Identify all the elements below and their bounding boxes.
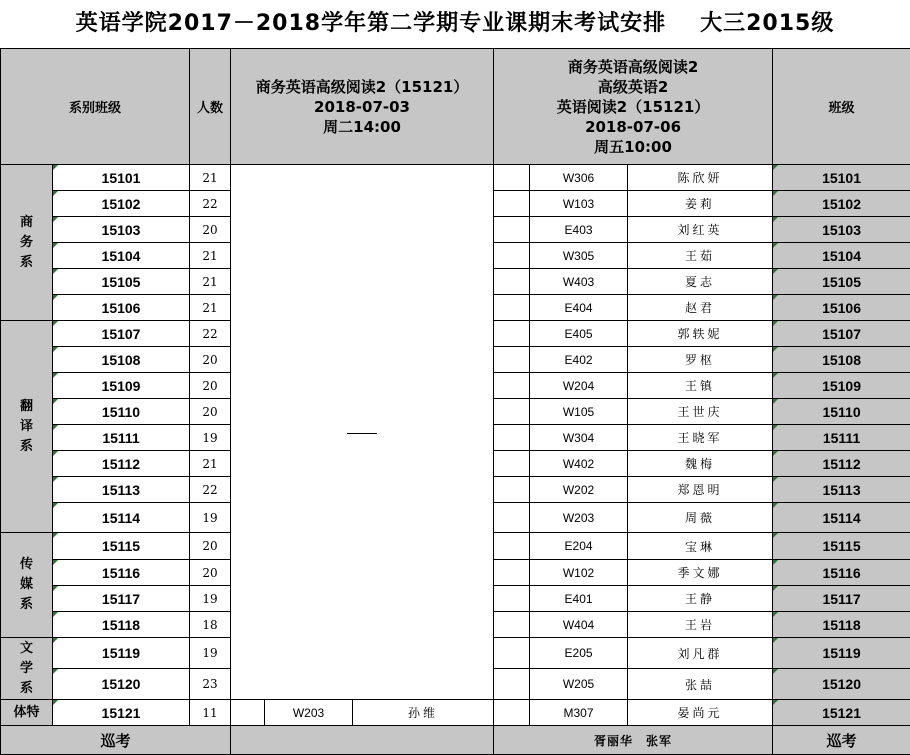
schedule-table xyxy=(0,48,910,755)
class-code: 15116 xyxy=(53,560,190,586)
exam2-room: W203 xyxy=(530,503,628,533)
class-code: 15119 xyxy=(53,638,190,669)
exam2-room: E403 xyxy=(530,217,628,243)
class-code-right: 15114 xyxy=(773,503,910,533)
exam2-proctor: 罗枢 xyxy=(628,347,773,373)
exam2-proctor: 王静 xyxy=(628,586,773,612)
class-code-right: 15117 xyxy=(773,586,910,612)
exam2-blank xyxy=(494,295,530,321)
exam2-room: E205 xyxy=(530,638,628,669)
exam2-proctor: 周薇 xyxy=(628,503,773,533)
exam2-blank xyxy=(494,533,530,560)
exam2-proctor: 王岩 xyxy=(628,612,773,638)
exam1-blank xyxy=(231,700,265,726)
header-count: 人数 xyxy=(190,49,231,165)
exam2-proctor: 张喆 xyxy=(628,669,773,700)
class-code-right: 15119 xyxy=(773,638,910,669)
exam2-proctor: 魏梅 xyxy=(628,451,773,477)
student-count: 20 xyxy=(190,560,231,586)
student-count: 23 xyxy=(190,669,231,700)
exam2-proctor: 赵君 xyxy=(628,295,773,321)
exam2-blank xyxy=(494,191,530,217)
dept-cell xyxy=(1,165,53,321)
dept-label: 商 务 系 xyxy=(1,213,52,273)
exam2-proctor: 姜莉 xyxy=(628,191,773,217)
class-code-right: 15121 xyxy=(773,700,910,726)
class-code-right: 15108 xyxy=(773,347,910,373)
class-code: 15117 xyxy=(53,586,190,612)
schedule-body xyxy=(1,165,910,726)
exam2-proctor: 晏尚元 xyxy=(628,700,773,726)
class-code-right: 15115 xyxy=(773,533,910,560)
class-code: 15105 xyxy=(53,269,190,295)
class-code-right: 15109 xyxy=(773,373,910,399)
exam2-room: E402 xyxy=(530,347,628,373)
student-count: 19 xyxy=(190,503,231,533)
exam2-room: E405 xyxy=(530,321,628,347)
class-code: 15111 xyxy=(53,425,190,451)
exam2-blank xyxy=(494,700,530,726)
class-code: 15112 xyxy=(53,451,190,477)
class-code: 15118 xyxy=(53,612,190,638)
student-count: 20 xyxy=(190,399,231,425)
student-count: 22 xyxy=(190,191,231,217)
exam2-proctor: 刘红英 xyxy=(628,217,773,243)
class-code: 15110 xyxy=(53,399,190,425)
class-code: 15106 xyxy=(53,295,190,321)
class-code: 15109 xyxy=(53,373,190,399)
class-code-right: 15107 xyxy=(773,321,910,347)
exam2-room: W103 xyxy=(530,191,628,217)
class-code: 15115 xyxy=(53,533,190,560)
exam2-room: W105 xyxy=(530,399,628,425)
class-code: 15108 xyxy=(53,347,190,373)
exam2-course-2: 高级英语2 xyxy=(494,77,772,97)
exam2-time: 周五10:00 xyxy=(494,137,772,157)
student-count: 22 xyxy=(190,321,231,347)
exam2-room: E401 xyxy=(530,586,628,612)
class-code-right: 15113 xyxy=(773,477,910,503)
student-count: 20 xyxy=(190,347,231,373)
header-class: 班级 xyxy=(773,49,910,165)
class-code-right: 15102 xyxy=(773,191,910,217)
class-code: 15113 xyxy=(53,477,190,503)
exam2-blank xyxy=(494,425,530,451)
exam2-blank xyxy=(494,612,530,638)
exam2-room: W402 xyxy=(530,451,628,477)
student-count: 19 xyxy=(190,586,231,612)
class-code-right: 15103 xyxy=(773,217,910,243)
dept-label: 传 媒 系 xyxy=(1,555,52,615)
exam2-blank xyxy=(494,586,530,612)
student-count: 21 xyxy=(190,269,231,295)
exam2-proctor: 夏志 xyxy=(628,269,773,295)
student-count: 19 xyxy=(190,638,231,669)
dept-label: 体特 xyxy=(1,703,52,723)
page-title xyxy=(0,0,910,48)
exam2-blank xyxy=(494,451,530,477)
exam2-room: W403 xyxy=(530,269,628,295)
exam2-room: W202 xyxy=(530,477,628,503)
class-code: 15121 xyxy=(53,700,190,726)
class-code-right: 15105 xyxy=(773,269,910,295)
exam2-room: W305 xyxy=(530,243,628,269)
class-code-right: 15104 xyxy=(773,243,910,269)
exam1-empty-block xyxy=(231,165,494,700)
exam2-proctor: 郑恩明 xyxy=(628,477,773,503)
class-code: 15107 xyxy=(53,321,190,347)
title-grade: 大三2015级 xyxy=(700,11,834,36)
class-code-right: 15116 xyxy=(773,560,910,586)
class-code-right: 15120 xyxy=(773,669,910,700)
class-code: 15120 xyxy=(53,669,190,700)
class-code-right: 15101 xyxy=(773,165,910,191)
dept-cell xyxy=(1,321,53,533)
student-count: 20 xyxy=(190,533,231,560)
exam2-proctor: 刘凡群 xyxy=(628,638,773,669)
table-row xyxy=(1,700,910,726)
class-code-right: 15112 xyxy=(773,451,910,477)
exam2-blank xyxy=(494,217,530,243)
exam1-proctor: 孙维 xyxy=(353,700,494,726)
exam2-room: M307 xyxy=(530,700,628,726)
exam2-proctor: 宝琳 xyxy=(628,533,773,560)
dept-cell xyxy=(1,638,53,700)
footer-patrol-label: 巡考 xyxy=(1,726,231,755)
table-row xyxy=(1,165,910,191)
exam1-date: 2018-07-03 xyxy=(231,97,493,117)
exam2-date: 2018-07-06 xyxy=(494,117,772,137)
student-count: 20 xyxy=(190,217,231,243)
title-main: 英语学院2017－2018学年第二学期专业课期末考试安排 xyxy=(76,11,666,36)
class-code-right: 15118 xyxy=(773,612,910,638)
footer-patrol-right: 巡考 xyxy=(773,726,910,755)
class-code: 15104 xyxy=(53,243,190,269)
class-code-right: 15106 xyxy=(773,295,910,321)
exam2-blank xyxy=(494,165,530,191)
exam2-proctor: 王茹 xyxy=(628,243,773,269)
student-count: 19 xyxy=(190,425,231,451)
dept-label: 文 学 系 xyxy=(1,639,52,699)
class-code: 15101 xyxy=(53,165,190,191)
class-code-right: 15110 xyxy=(773,399,910,425)
exam2-room: W304 xyxy=(530,425,628,451)
exam2-proctor: 王镇 xyxy=(628,373,773,399)
exam1-room: W203 xyxy=(265,700,353,726)
exam2-blank xyxy=(494,560,530,586)
dept-cell xyxy=(1,700,53,726)
student-count: 21 xyxy=(190,165,231,191)
class-code-right: 15111 xyxy=(773,425,910,451)
student-count: 22 xyxy=(190,477,231,503)
header-dept-class: 系别班级 xyxy=(1,49,190,165)
exam2-blank xyxy=(494,477,530,503)
exam2-proctor: 王世庆 xyxy=(628,399,773,425)
student-count: 21 xyxy=(190,295,231,321)
header-exam-2 xyxy=(494,49,773,165)
dept-label: 翻 译 系 xyxy=(1,397,52,457)
exam1-dash xyxy=(347,433,377,434)
exam2-blank xyxy=(494,347,530,373)
exam2-blank xyxy=(494,321,530,347)
student-count: 18 xyxy=(190,612,231,638)
exam2-room: W204 xyxy=(530,373,628,399)
exam2-room: E404 xyxy=(530,295,628,321)
class-code: 15114 xyxy=(53,503,190,533)
student-count: 20 xyxy=(190,373,231,399)
exam2-blank xyxy=(494,503,530,533)
exam2-proctor: 王晓军 xyxy=(628,425,773,451)
student-count: 21 xyxy=(190,451,231,477)
header-exam-1 xyxy=(231,49,494,165)
student-count: 21 xyxy=(190,243,231,269)
class-code: 15102 xyxy=(53,191,190,217)
class-code: 15103 xyxy=(53,217,190,243)
exam2-blank xyxy=(494,399,530,425)
exam2-proctor: 季文娜 xyxy=(628,560,773,586)
exam2-room: E204 xyxy=(530,533,628,560)
exam2-room: W306 xyxy=(530,165,628,191)
exam2-blank xyxy=(494,243,530,269)
exam1-course: 商务英语高级阅读2（15121） xyxy=(231,77,493,97)
exam2-room: W102 xyxy=(530,560,628,586)
exam2-room: W404 xyxy=(530,612,628,638)
footer-patrol-names: 胥丽华 张军 xyxy=(494,726,773,755)
student-count: 11 xyxy=(190,700,231,726)
exam2-blank xyxy=(494,269,530,295)
footer-exam1-patrol xyxy=(231,726,494,755)
exam2-proctor: 郭轶妮 xyxy=(628,321,773,347)
exam2-blank xyxy=(494,638,530,669)
exam2-course-1: 商务英语高级阅读2 xyxy=(494,57,772,77)
dept-cell xyxy=(1,533,53,638)
exam2-proctor: 陈欣妍 xyxy=(628,165,773,191)
exam2-blank xyxy=(494,669,530,700)
exam1-time: 周二14:00 xyxy=(231,117,493,137)
exam2-course-3: 英语阅读2（15121） xyxy=(494,97,772,117)
exam2-blank xyxy=(494,373,530,399)
exam2-room: W205 xyxy=(530,669,628,700)
